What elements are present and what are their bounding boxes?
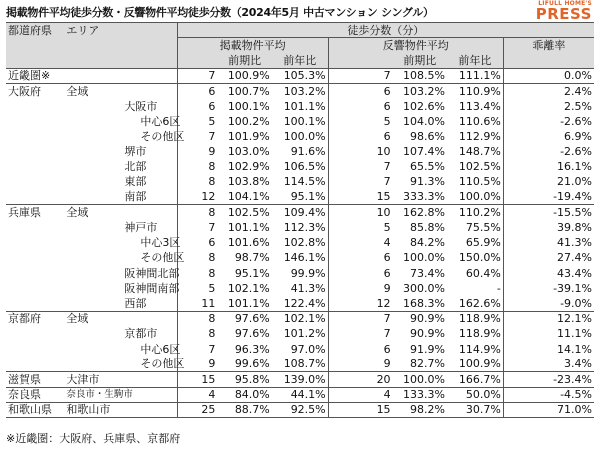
divergence-cell: 2.4% (503, 83, 594, 98)
response-mom-cell: 82.7% (409, 357, 445, 371)
response-yoy-cell: 112.9% (458, 129, 501, 143)
pref-cell: 和歌山県 (6, 402, 64, 417)
response-minutes-cell: 10 (328, 144, 392, 159)
response-yoy-cell: 118.9% (458, 327, 501, 341)
listed-mom-cell: 100.2% (227, 114, 270, 128)
listed-yoy-cell: 103.2% (272, 83, 328, 98)
listed-mom-cell: 103.0% (227, 145, 270, 159)
area-cell: その他区 (140, 357, 185, 371)
response-mom-cell: 300.0% (402, 281, 445, 295)
response-mom-cell: 84.2% (409, 236, 445, 250)
area-cell: 京都市 (124, 327, 158, 341)
listed-minutes-cell: 7 (177, 129, 217, 144)
response-minutes-cell: 7 (328, 311, 392, 326)
response-yoy-cell: 110.9% (447, 83, 503, 98)
response-mom-cell: 98.2% (393, 402, 447, 417)
listed-minutes-cell: 6 (177, 235, 217, 250)
response-mom-cell: 90.9% (393, 311, 447, 326)
pref-cell: 兵庫県 (6, 205, 64, 220)
response-minutes-cell: 9 (328, 357, 392, 372)
listed-mom-cell: 104.1% (227, 190, 270, 204)
area-cell: 大阪市 (124, 99, 158, 113)
divergence-cell: 0.0% (503, 68, 594, 83)
pref-cell (6, 250, 64, 265)
table-row (6, 281, 594, 296)
response-mom-cell: 104.0% (402, 114, 445, 128)
divergence-cell: 43.4% (503, 266, 594, 281)
area-cell: 和歌山市 (64, 402, 177, 417)
listed-mom-cell: 100.9% (227, 69, 270, 83)
listed-minutes-cell: 8 (177, 159, 217, 174)
response-mom-cell: 168.3% (402, 296, 445, 310)
response-minutes-cell: 6 (328, 98, 392, 113)
listed-minutes-cell: 8 (177, 205, 217, 220)
pref-cell (6, 266, 64, 281)
listed-minutes-cell: 4 (177, 387, 217, 402)
pref-cell: 奈良県 (6, 387, 64, 402)
table-row (6, 402, 594, 417)
listed-mom-cell: 101.9% (227, 129, 270, 143)
divergence-cell: -9.0% (503, 296, 594, 311)
divergence-cell: 14.1% (503, 341, 594, 356)
listed-yoy-cell: 101.2% (283, 327, 326, 341)
listed-yoy-cell: 100.1% (283, 114, 326, 128)
divergence-cell: 16.1% (503, 159, 594, 174)
listed-minutes-cell: 25 (177, 402, 217, 417)
response-minutes-cell: 15 (328, 402, 392, 417)
pref-cell (6, 235, 64, 250)
table-row (6, 341, 594, 356)
pref-cell: 大阪府 (6, 83, 64, 98)
listed-mom-cell: 101.6% (227, 236, 270, 250)
response-yoy-cell: 148.7% (458, 145, 501, 159)
pref-cell (6, 341, 64, 356)
area-cell: 全域 (64, 311, 177, 326)
response-mom-cell: 333.3% (402, 190, 445, 204)
header-divergence: 乖離率 (503, 38, 594, 53)
pref-cell (6, 220, 64, 235)
pref-cell (6, 144, 64, 159)
listed-mom-cell: 101.1% (227, 296, 270, 310)
listed-minutes-cell: 8 (177, 250, 217, 265)
table-row (6, 357, 594, 372)
response-mom-cell: 102.6% (402, 99, 445, 113)
area-cell: 阪神間北部 (124, 266, 180, 280)
response-minutes-cell: 15 (328, 190, 392, 205)
area-cell: その他区 (140, 129, 185, 143)
listed-minutes-cell: 5 (177, 114, 217, 129)
response-yoy-cell: 50.0% (447, 387, 503, 402)
table-row (6, 114, 594, 129)
pref-cell: 滋賀県 (6, 372, 64, 387)
listed-mom-cell: 100.7% (217, 83, 271, 98)
response-minutes-cell: 4 (328, 235, 392, 250)
listed-yoy-cell: 101.1% (283, 99, 326, 113)
divergence-cell: 11.1% (503, 326, 594, 341)
table-row (6, 68, 594, 83)
table-row (6, 372, 594, 387)
response-minutes-cell: 5 (328, 220, 392, 235)
listed-mom-cell: 102.1% (227, 281, 270, 295)
listed-minutes-cell: 8 (177, 266, 217, 281)
area-cell: 堺市 (124, 145, 147, 159)
response-yoy-cell: 110.2% (447, 205, 503, 220)
area-cell: 奈良市・生駒市 (64, 387, 177, 402)
pref-cell (6, 174, 64, 189)
header-listed-mom: 前期比 (217, 53, 271, 68)
header-listed-yoy: 前年比 (272, 53, 328, 68)
area-cell: 南部 (124, 190, 147, 204)
listed-minutes-cell: 7 (177, 341, 217, 356)
table-row (6, 144, 594, 159)
page-title: 掲載物件平均徒歩分数・反響物件平均徒歩分数（2024年5月 中古マンション シングル） (6, 6, 434, 19)
listed-yoy-cell: 97.0% (290, 342, 326, 356)
response-yoy-cell: 65.9% (465, 236, 501, 250)
response-minutes-cell: 7 (328, 159, 392, 174)
response-mom-cell: 98.6% (409, 129, 445, 143)
response-yoy-cell: 111.1% (458, 69, 501, 83)
divergence-cell: 2.5% (503, 98, 594, 113)
response-minutes-cell: 9 (328, 281, 392, 296)
listed-minutes-cell: 6 (177, 98, 217, 113)
response-minutes-cell: 20 (328, 372, 392, 387)
response-yoy-cell: 114.9% (458, 342, 501, 356)
response-minutes-cell: 10 (328, 205, 392, 220)
response-mom-cell: 100.0% (393, 372, 447, 387)
pref-cell (6, 357, 64, 372)
divergence-cell: -2.6% (503, 114, 594, 129)
response-yoy-cell: 150.0% (458, 251, 501, 265)
listed-mom-cell: 102.5% (217, 205, 271, 220)
listed-yoy-cell: 99.9% (290, 266, 326, 280)
listed-yoy-cell: 102.1% (272, 311, 328, 326)
header-response-mom: 前期比 (393, 53, 447, 68)
divergence-cell: -19.4% (503, 190, 594, 205)
divergence-cell: -2.6% (503, 144, 594, 159)
pref-cell: 京都府 (6, 311, 64, 326)
listed-minutes-cell: 8 (177, 311, 217, 326)
listed-minutes-cell: 6 (177, 83, 217, 98)
logo-line2: PRESS (535, 5, 592, 23)
area-cell: 神戸市 (124, 221, 158, 235)
response-minutes-cell: 5 (328, 114, 392, 129)
listed-mom-cell: 96.3% (234, 342, 270, 356)
header-walk-minutes: 徒歩分数（分） (177, 23, 594, 38)
response-minutes-cell: 12 (328, 296, 392, 311)
area-cell: その他区 (140, 251, 185, 265)
response-minutes-cell: 6 (328, 250, 392, 265)
listed-mom-cell: 95.8% (217, 372, 271, 387)
response-yoy-cell: 110.6% (458, 114, 501, 128)
table-row (6, 235, 594, 250)
area-cell: 阪神間南部 (124, 281, 180, 295)
listed-yoy-cell: 92.5% (272, 402, 328, 417)
response-yoy-cell: 118.9% (447, 311, 503, 326)
area-cell: 中心3区 (140, 236, 181, 250)
divergence-cell: 21.0% (503, 174, 594, 189)
listed-mom-cell: 99.6% (234, 357, 270, 371)
table-row (6, 159, 594, 174)
divergence-cell: -23.4% (503, 372, 594, 387)
response-yoy-cell: 30.7% (447, 402, 503, 417)
table-row (6, 296, 594, 311)
response-mom-cell: 65.5% (409, 160, 445, 174)
listed-yoy-cell: 91.6% (290, 145, 326, 159)
pref-cell (6, 326, 64, 341)
listed-yoy-cell: 109.4% (272, 205, 328, 220)
pref-cell (6, 159, 64, 174)
listed-minutes-cell: 8 (177, 326, 217, 341)
area-cell: 全域 (64, 83, 177, 98)
area-cell: 全域 (64, 205, 177, 220)
response-minutes-cell: 4 (328, 387, 392, 402)
listed-minutes-cell: 15 (177, 372, 217, 387)
divergence-cell: -39.1% (503, 281, 594, 296)
listed-yoy-cell: 146.1% (283, 251, 326, 265)
listed-minutes-cell: 7 (177, 68, 217, 83)
pref-cell (6, 281, 64, 296)
listed-yoy-cell: 105.3% (283, 69, 326, 83)
response-yoy-cell: 110.5% (458, 175, 501, 189)
table-row (6, 98, 594, 113)
divergence-cell: 39.8% (503, 220, 594, 235)
listed-minutes-cell: 5 (177, 281, 217, 296)
response-minutes-cell: 7 (328, 326, 392, 341)
response-yoy-cell: 113.4% (458, 99, 501, 113)
listed-yoy-cell: 100.0% (283, 129, 326, 143)
listed-yoy-cell: 95.1% (290, 190, 326, 204)
table-row (6, 129, 594, 144)
listed-minutes-cell: 8 (177, 174, 217, 189)
table-row (6, 387, 594, 402)
pref-cell (6, 296, 64, 311)
listed-minutes-cell: 12 (177, 190, 217, 205)
listed-yoy-cell: 44.1% (272, 387, 328, 402)
divergence-cell: 6.9% (503, 129, 594, 144)
response-mom-cell: 162.8% (393, 205, 447, 220)
response-yoy-cell: 75.5% (465, 221, 501, 235)
divergence-cell: -4.5% (503, 387, 594, 402)
listed-yoy-cell: 106.5% (283, 160, 326, 174)
table-row (6, 205, 594, 220)
listed-mom-cell: 98.7% (234, 251, 270, 265)
header-response-avg: 反響物件平均 (328, 38, 503, 53)
listed-mom-cell: 97.6% (217, 311, 271, 326)
divergence-cell: 3.4% (503, 357, 594, 372)
footnote: ※近畿圏：大阪府、兵庫県、京都府 (6, 432, 181, 445)
divergence-cell: 71.0% (503, 402, 594, 417)
response-mom-cell: 90.9% (409, 327, 445, 341)
response-minutes-cell: 6 (328, 129, 392, 144)
listed-mom-cell: 97.6% (234, 327, 270, 341)
pref-cell: 近畿圏※ (8, 69, 51, 83)
response-yoy-cell: 162.6% (458, 296, 501, 310)
pref-cell (6, 98, 64, 113)
response-mom-cell: 91.9% (409, 342, 445, 356)
area-cell: 北部 (124, 160, 147, 174)
walk-minutes-table (6, 22, 594, 418)
listed-mom-cell: 100.1% (227, 99, 270, 113)
table-row (6, 220, 594, 235)
response-yoy-cell: 102.5% (458, 160, 501, 174)
table-row (6, 250, 594, 265)
response-minutes-cell: 7 (328, 68, 392, 83)
listed-yoy-cell: 102.8% (283, 236, 326, 250)
brand-logo (536, 1, 592, 22)
divergence-cell: -15.5% (503, 205, 594, 220)
response-yoy-cell: 166.7% (447, 372, 503, 387)
area-cell: 中心6区 (140, 114, 181, 128)
listed-yoy-cell: 122.4% (283, 296, 326, 310)
response-mom-cell: 73.4% (409, 266, 445, 280)
table-row (6, 326, 594, 341)
area-cell (64, 68, 177, 83)
response-minutes-cell: 6 (328, 341, 392, 356)
listed-mom-cell: 103.8% (227, 175, 270, 189)
listed-mom-cell: 88.7% (217, 402, 271, 417)
area-cell: 中心6区 (140, 342, 181, 356)
response-mom-cell: 108.5% (402, 69, 445, 83)
listed-mom-cell: 84.0% (217, 387, 271, 402)
area-cell: 西部 (124, 296, 147, 310)
table-row (6, 174, 594, 189)
header-pref: 都道府県 (6, 23, 64, 38)
response-minutes-cell: 6 (328, 266, 392, 281)
response-minutes-cell: 7 (328, 174, 392, 189)
response-yoy-cell: 100.9% (458, 357, 501, 371)
listed-mom-cell: 101.1% (227, 221, 270, 235)
table-row (6, 311, 594, 326)
response-yoy-cell: - (496, 281, 501, 295)
response-yoy-cell: 60.4% (465, 266, 501, 280)
pref-cell (6, 190, 64, 205)
listed-yoy-cell: 112.3% (283, 221, 326, 235)
header-area: エリア (64, 23, 177, 38)
divergence-cell: 12.1% (503, 311, 594, 326)
header-response-yoy: 前年比 (447, 53, 503, 68)
listed-minutes-cell: 11 (177, 296, 217, 311)
pref-cell (6, 114, 64, 129)
response-mom-cell: 103.2% (393, 83, 447, 98)
logo-line1: LIFULL HOME'S (538, 0, 592, 7)
response-mom-cell: 91.3% (409, 175, 445, 189)
listed-mom-cell: 102.9% (227, 160, 270, 174)
area-cell: 大津市 (64, 372, 177, 387)
response-mom-cell: 100.0% (402, 251, 445, 265)
listed-yoy-cell: 114.5% (283, 175, 326, 189)
listed-minutes-cell: 9 (177, 357, 217, 372)
response-minutes-cell: 6 (328, 83, 392, 98)
table-row (6, 190, 594, 205)
listed-minutes-cell: 7 (177, 220, 217, 235)
table-row (6, 83, 594, 98)
table-row (6, 266, 594, 281)
area-cell: 東部 (124, 175, 147, 189)
listed-yoy-cell: 108.7% (283, 357, 326, 371)
listed-yoy-cell: 41.3% (290, 281, 326, 295)
response-mom-cell: 133.3% (393, 387, 447, 402)
response-mom-cell: 107.4% (402, 145, 445, 159)
listed-mom-cell: 95.1% (234, 266, 270, 280)
divergence-cell: 27.4% (503, 250, 594, 265)
header-listed-avg: 掲載物件平均 (177, 38, 328, 53)
listed-minutes-cell: 9 (177, 144, 217, 159)
response-mom-cell: 85.8% (409, 221, 445, 235)
listed-yoy-cell: 139.0% (272, 372, 328, 387)
divergence-cell: 41.3% (503, 235, 594, 250)
response-yoy-cell: 100.0% (458, 190, 501, 204)
pref-cell (6, 129, 64, 144)
